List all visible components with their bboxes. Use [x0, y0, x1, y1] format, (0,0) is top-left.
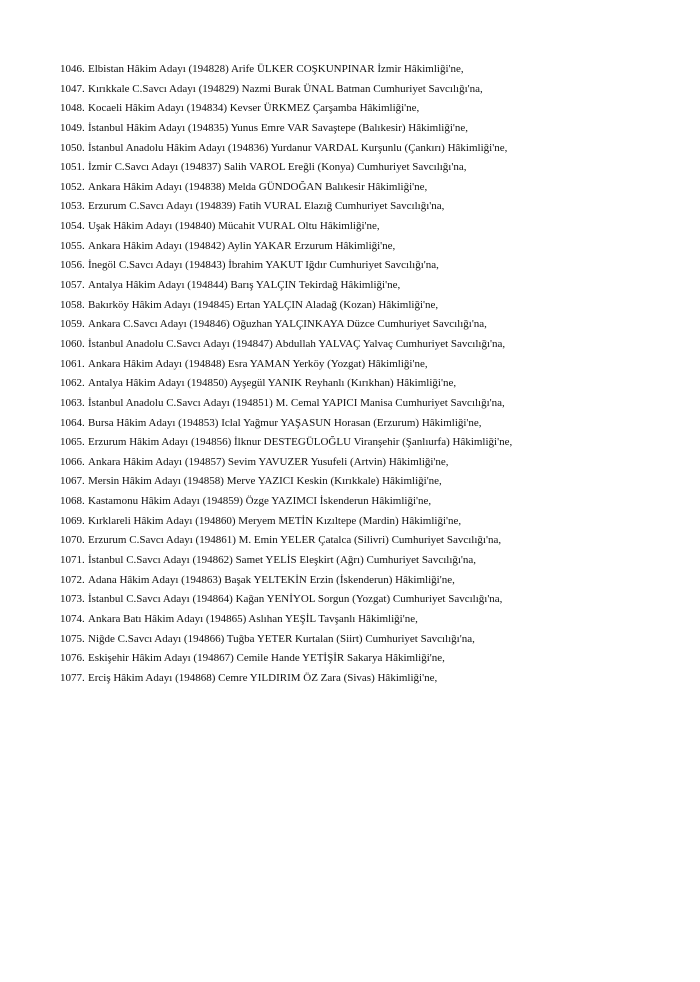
list-item — [60, 453, 670, 473]
entry-number: 1065. — [60, 436, 85, 449]
entry-number: 1063. — [60, 396, 85, 409]
entry-number: 1049. — [60, 121, 85, 134]
entry-number: 1051. — [60, 161, 85, 174]
list-item — [60, 276, 670, 296]
entry-text: İstanbul Hâkim Adayı (194835) Yunus Emre VAR Savaştepe (Balıkesir) Hâkimliği'ne, — [88, 121, 468, 134]
entry-number: 1054. — [60, 220, 85, 233]
entry-text: Kocaeli Hâkim Adayı (194834) Kevser ÜRKMEZ Çarşamba Hâkimliği'ne, — [88, 102, 420, 115]
list-item — [60, 414, 670, 434]
list-item — [60, 119, 670, 139]
entry-number: 1048. — [60, 102, 85, 115]
entry-number: 1057. — [60, 279, 85, 292]
entry-number: 1064. — [60, 416, 85, 429]
list-item — [60, 99, 670, 119]
entry-number: 1056. — [60, 259, 85, 272]
list-item — [60, 217, 670, 237]
entry-number: 1055. — [60, 239, 85, 252]
list-item — [60, 374, 670, 394]
list-item — [60, 197, 670, 217]
entry-number: 1062. — [60, 377, 85, 390]
entry-number: 1058. — [60, 298, 85, 311]
entry-number: 1066. — [60, 455, 85, 468]
entry-text: Elbistan Hâkim Adayı (194828) Arife ÜLKER COŞKUNPINAR İzmir Hâkimliği'ne, — [88, 63, 464, 75]
entry-text: Bursa Hâkim Adayı (194853) Iclal Yağmur YAŞASUN Horasan (Erzurum) Hâkimliği'ne, — [88, 416, 482, 429]
entry-text: İstanbul C.Savcı Adayı (194864) Kağan YENİYOL Sorgun (Yozgat) Cumhuriyet Savcılığı'na, — [88, 593, 503, 606]
entry-number: 1068. — [60, 495, 85, 508]
entry-text: Erzurum C.Savcı Adayı (194861) M. Emin YELER Çatalca (Silivri) Cumhuriyet Savcılığı'na, — [88, 534, 502, 547]
entry-number: 1052. — [60, 180, 85, 193]
appointment-list — [60, 60, 670, 689]
list-item — [60, 335, 670, 355]
entry-number: 1059. — [60, 318, 85, 331]
entry-number: 1076. — [60, 652, 85, 665]
entry-text: İstanbul Anadolu C.Savcı Adayı (194851) M. Cemal YAPICI Manisa Cumhuriyet Savcılığı'na, — [88, 396, 505, 409]
entry-text: Kırıkkale C.Savcı Adayı (194829) Nazmi Burak ÜNAL Batman Cumhuriyet Savcılığı'na, — [88, 82, 483, 95]
entry-number: 1046. — [60, 63, 85, 75]
entry-text: Antalya Hâkim Adayı (194844) Barış YALÇIN Tekirdağ Hâkimliği'ne, — [88, 279, 401, 292]
list-item — [60, 315, 670, 335]
entry-number: 1053. — [60, 200, 85, 213]
entry-text: Erzurum Hâkim Adayı (194856) İlknur DESTEGÜLOĞLU Viranşehir (Şanlıurfa) Hâkimliği'ne, — [88, 436, 513, 449]
list-item — [60, 237, 670, 257]
entry-number: 1060. — [60, 337, 85, 350]
entry-text: Ankara Hâkim Adayı (194838) Melda GÜNDOĞAN Balıkesir Hâkimliği'ne, — [88, 180, 428, 193]
entry-number: 1069. — [60, 514, 85, 527]
entry-text: Kırklareli Hâkim Adayı (194860) Meryem METİN Kızıltepe (Mardin) Hâkimliği'ne, — [88, 514, 462, 527]
entry-number: 1074. — [60, 612, 85, 625]
entry-text: Eskişehir Hâkim Adayı (194867) Cemile Hande YETİŞİR Sakarya Hâkimliği'ne, — [88, 652, 445, 665]
entry-text: Bakırköy Hâkim Adayı (194845) Ertan YALÇIN Aladağ (Kozan) Hâkimliği'ne, — [88, 298, 439, 311]
entry-number: 1075. — [60, 632, 85, 645]
entry-text: Antalya Hâkim Adayı (194850) Ayşegül YANIK Reyhanlı (Kırıkhan) Hâkimliği'ne, — [88, 377, 457, 390]
list-item — [60, 630, 670, 650]
list-item — [60, 60, 670, 80]
entry-text: İstanbul Anadolu C.Savcı Adayı (194847) Abdullah YALVAÇ Yalvaç Cumhuriyet Savcılığı'na, — [88, 337, 506, 350]
list-item — [60, 158, 670, 178]
entry-number: 1071. — [60, 554, 85, 567]
entry-text: Ankara Hâkim Adayı (194848) Esra YAMAN Yerköy (Yozgat) Hâkimliği'ne, — [88, 357, 428, 370]
entry-text: Erciş Hâkim Adayı (194868) Cemre YILDIRIM ÖZ Zara (Sivas) Hâkimliği'ne, — [88, 671, 438, 684]
entry-number: 1072. — [60, 573, 85, 586]
entry-number: 1050. — [60, 141, 85, 154]
entry-text: Ankara Hâkim Adayı (194842) Aylin YAKAR Erzurum Hâkimliği'ne, — [88, 239, 396, 252]
entry-number: 1061. — [60, 357, 85, 370]
entry-number: 1067. — [60, 475, 85, 488]
list-item — [60, 355, 670, 375]
entry-text: Mersin Hâkim Adayı (194858) Merve YAZICI Keskin (Kırıkkale) Hâkimliği'ne, — [88, 475, 442, 488]
entry-text: Adana Hâkim Adayı (194863) Başak YELTEKİN Erzin (İskenderun) Hâkimliği'ne, — [88, 573, 455, 586]
entry-text: İzmir C.Savcı Adayı (194837) Salih VAROL Ereğli (Konya) Cumhuriyet Savcılığı'na, — [88, 161, 467, 174]
entry-number: 1070. — [60, 534, 85, 547]
entry-number: 1047. — [60, 82, 85, 95]
entry-text: Erzurum C.Savcı Adayı (194839) Fatih VURAL Elazığ Cumhuriyet Savcılığı'na, — [88, 200, 445, 213]
list-item — [60, 649, 670, 669]
entry-text: Ankara C.Savcı Adayı (194846) Oğuzhan YALÇINKAYA Düzce Cumhuriyet Savcılığı'na, — [88, 318, 487, 331]
entry-number: 1077. — [60, 671, 85, 684]
entry-text: İstanbul C.Savcı Adayı (194862) Samet YELİS Eleşkirt (Ağrı) Cumhuriyet Savcılığı'na, — [88, 554, 477, 567]
list-item — [60, 178, 670, 198]
entry-text: Ankara Batı Hâkim Adayı (194865) Aslıhan YEŞİL Tavşanlı Hâkimliği'ne, — [88, 612, 418, 625]
list-item — [60, 610, 670, 630]
list-item — [60, 394, 670, 414]
list-item — [60, 139, 670, 159]
entry-text: Ankara Hâkim Adayı (194857) Sevim YAVUZER Yusufeli (Artvin) Hâkimliği'ne, — [88, 455, 449, 468]
list-item — [60, 472, 670, 492]
list-item — [60, 571, 670, 591]
list-item — [60, 590, 670, 610]
list-item — [60, 80, 670, 100]
entry-number: 1073. — [60, 593, 85, 606]
entry-text: Uşak Hâkim Adayı (194840) Mücahit VURAL Oltu Hâkimliği'ne, — [88, 220, 380, 233]
entry-text: Niğde C.Savcı Adayı (194866) Tuğba YETER Kurtalan (Siirt) Cumhuriyet Savcılığı'na, — [88, 632, 475, 645]
list-item — [60, 256, 670, 276]
list-item — [60, 551, 670, 571]
entry-text: İstanbul Anadolu Hâkim Adayı (194836) Yurdanur VARDAL Kurşunlu (Çankırı) Hâkimliği'ne, — [88, 141, 508, 154]
list-item — [60, 296, 670, 316]
list-item — [60, 531, 670, 551]
list-item — [60, 433, 670, 453]
list-item — [60, 669, 670, 689]
list-item — [60, 512, 670, 532]
entry-text: İnegöl C.Savcı Adayı (194843) İbrahim YAKUT Iğdır Cumhuriyet Savcılığı'na, — [88, 259, 439, 272]
entry-text: Kastamonu Hâkim Adayı (194859) Özge YAZIMCI İskenderun Hâkimliği'ne, — [88, 495, 432, 508]
list-item — [60, 492, 670, 512]
